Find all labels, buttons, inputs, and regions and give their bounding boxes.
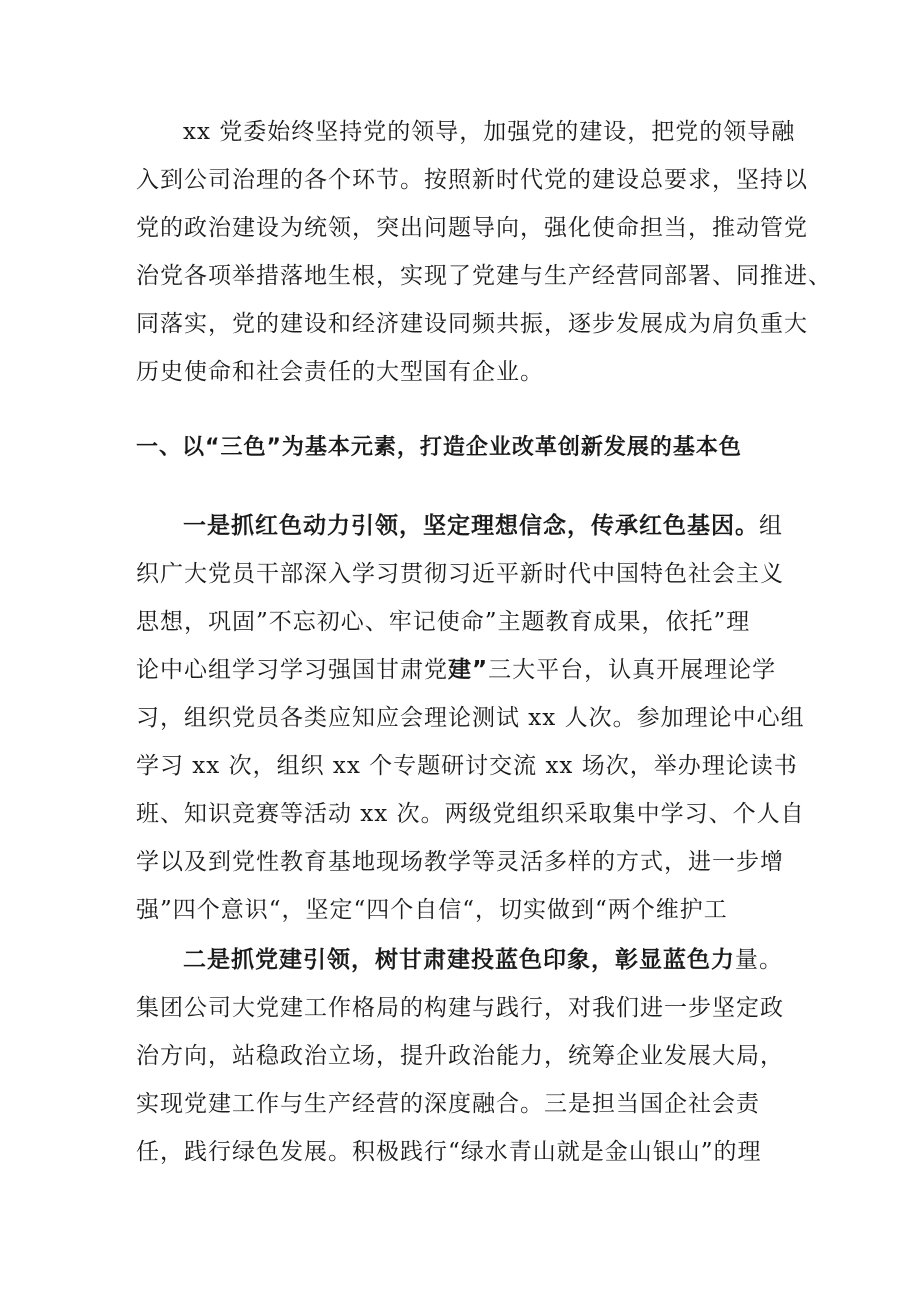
para1-line-3 (0, 602, 920, 642)
para2-text: 实现党建工作与生产经营的深度融合。三是担当国企社会责 (136, 1091, 760, 1117)
para2-line-5 (0, 1132, 920, 1172)
para1-line-9 (0, 890, 920, 930)
para1-line-8 (0, 842, 920, 882)
para1-text: 思想，巩固”不忘初心、牢记使命”主题教育成果，依托”理 (136, 609, 751, 635)
para1-text: 织广大党员干部深入学习贯彻习近平新时代中国特色社会主义 (136, 561, 784, 587)
intro-line-6 (0, 352, 920, 392)
para1-text: 三大平台，认真开展理论学 (488, 657, 777, 683)
para1-text: 论中心组学习学习强国甘肃党 (136, 657, 448, 683)
para1-text: 学习 xx 次，组织 xx 个专题研讨交流 xx 场次，举办理论读书 (136, 753, 798, 779)
intro-text: 历史使命和社会责任的大型国有企业。 (136, 359, 544, 385)
para1-line-7 (0, 794, 920, 834)
para1-line-6 (0, 746, 920, 786)
para2-text: 任，践行绿色发展。积极践行“绿水青山就是金山银山”的理 (136, 1139, 762, 1165)
para1-line-5 (0, 698, 920, 738)
para1-text: 组 (759, 513, 783, 539)
para2-text: 治方向，站稳政治立场，提升政治能力，统筹企业发展大局， (136, 1043, 784, 1069)
para2-lead-bold: 二是抓党建引领，树甘肃建投蓝色印象，彰显蓝色力 (183, 947, 735, 973)
intro-text: 同落实，党的建设和经济建设同频共振，逐步发展成为肩负重大 (136, 311, 808, 337)
section-heading-text: 一、以“三色”为基本元素，打造企业改革创新发展的基本色 (136, 435, 742, 460)
intro-text: 入到公司治理的各个环节。按照新时代党的建设总要求，坚持以 (136, 167, 808, 193)
intro-line-3 (0, 208, 920, 248)
intro-text: xx 党委始终坚持党的领导，加强党的建设，把党的领导融 (183, 119, 796, 145)
para1-inline-bold: 建” (448, 657, 489, 683)
section-heading (0, 428, 920, 468)
intro-text: 治党各项举措落地生根，实现了党建与生产经营同部署、同推进、 (136, 263, 832, 289)
intro-text: 党的政治建设为统领，突出问题导向，强化使命担当，推动管党 (136, 215, 808, 241)
para2-line-4 (0, 1084, 920, 1124)
para2-line-1 (0, 940, 920, 980)
para1-line-4 (0, 650, 920, 690)
intro-line-1 (0, 112, 920, 152)
para2-line-2 (0, 988, 920, 1028)
para1-text: 班、知识竞赛等活动 xx 次。两级党组织采取集中学习、个人自 (136, 801, 805, 827)
para1-text: 强”四个意识“，坚定“四个自信“，切实做到“两个维护工 (136, 897, 728, 923)
para2-line-3 (0, 1036, 920, 1076)
para1-line-2 (0, 554, 920, 594)
para2-text: 量。 (735, 947, 783, 973)
intro-line-5 (0, 304, 920, 344)
para1-text: 学以及到党性教育基地现场教学等灵活多样的方式，进一步增 (136, 849, 784, 875)
para2-text: 集团公司大党建工作格局的构建与践行，对我们进一步坚定政 (136, 995, 784, 1021)
intro-line-4 (0, 256, 920, 296)
para1-lead-bold: 一是抓红色动力引领，坚定理想信念，传承红色基因。 (183, 513, 759, 539)
intro-line-2 (0, 160, 920, 200)
para1-line-1 (0, 506, 920, 546)
para1-text: 习，组织党员各类应知应会理论测试 xx 人次。参加理论中心组 (136, 705, 805, 731)
